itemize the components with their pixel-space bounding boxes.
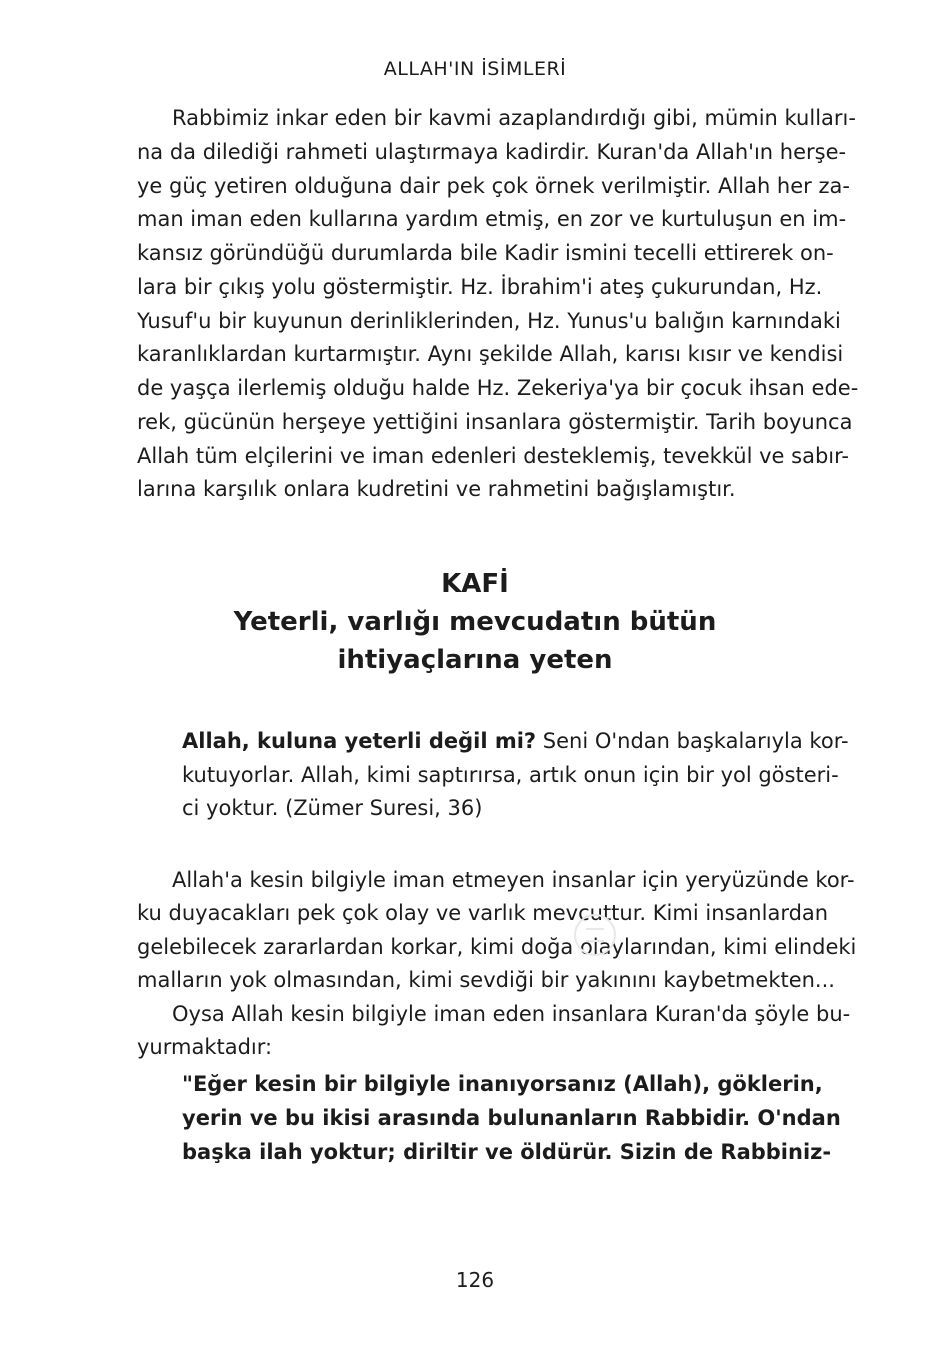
intro-line: karanlıklardan kurtarmıştır. Aynı şekilde Allah, karısı kısır ve kendisi [137,342,844,366]
body-line: Allah'a kesin bilgiyle iman etmeyen insanlar için yeryüzünde kor- [172,868,855,892]
running-header: ALLAH'IN İSİMLERİ [383,58,567,80]
verse-line: ci yoktur. (Zümer Suresi, 36) [182,796,483,820]
bold-quote-line: başka ilah yoktur; diriltir ve öldürür. Sizin de Rabbiniz- [182,1140,832,1164]
intro-line: Yusuf'u bir kuyunun derinliklerinden, Hz. Yunus'u balığın karnındaki [137,309,841,333]
intro-line: man iman eden kullarına yardım etmiş, en zor ve kurtuluşun en im- [137,207,847,231]
body-line: malların yok olmasından, kimi sevdiği bir yakınını kaybetmekten... [137,968,835,992]
section-name: KAFİ [441,569,509,599]
body-line: Oysa Allah kesin bilgiyle iman eden insanlara Kuran'da şöyle bu- [172,1002,851,1026]
watermark-icon [574,914,616,956]
verse-line [182,724,849,758]
verse-text: Seni O'ndan başkalarıyla kor- [536,729,849,753]
verse-line: kutuyorlar. Allah, kimi saptırırsa, artık onun için bir yol gösteri- [182,763,839,787]
verse-bold: Allah, kuluna yeterli değil mi? [182,729,537,753]
intro-line: Rabbimiz inkar eden bir kavmi azaplandırdığı gibi, mümin kulları- [172,106,856,130]
page-number: 126 [455,1268,495,1292]
intro-line: Allah tüm elçilerini ve iman edenleri desteklemiş, tevekkül ve sabır- [137,444,849,468]
body-line: ku duyacakları pek çok olay ve varlık mevcuttur. Kimi insanlardan [137,901,829,925]
intro-line: rek, gücünün herşeye yettiğini insanlara göstermiştir. Tarih boyunca [137,410,853,434]
intro-line: larına karşılık onlara kudretini ve rahmetini bağışlamıştır. [137,477,736,501]
intro-line: ye güç yetiren olduğuna dair pek çok örnek verilmiştir. Allah her za- [137,174,850,198]
section-subtitle: ihtiyaçlarına yeten [337,645,613,675]
bold-quote-line: yerin ve bu ikisi arasında bulunanların Rabbidir. O'ndan [182,1106,841,1130]
body-line: gelebilecek zararlardan korkar, kimi doğa olaylarından, kimi elindeki [137,935,857,959]
intro-line: kansız göründüğü durumlarda bile Kadir ismini tecelli ettirerek on- [137,241,834,265]
body-line: yurmaktadır: [137,1035,273,1059]
intro-line: de yaşça ilerlemiş olduğu halde Hz. Zekeriya'ya bir çocuk ihsan ede- [137,376,859,400]
bold-quote-line: "Eğer kesin bir bilgiyle inanıyorsanız (Allah), göklerin, [182,1072,823,1096]
intro-line: lara bir çıkış yolu göstermiştir. Hz. İbrahim'i ateş çukurundan, Hz. [137,275,823,299]
section-subtitle: Yeterli, varlığı mevcudatın bütün [233,607,717,637]
intro-line: na da dilediği rahmeti ulaştırmaya kadirdir. Kuran'da Allah'ın herşe- [137,140,847,164]
